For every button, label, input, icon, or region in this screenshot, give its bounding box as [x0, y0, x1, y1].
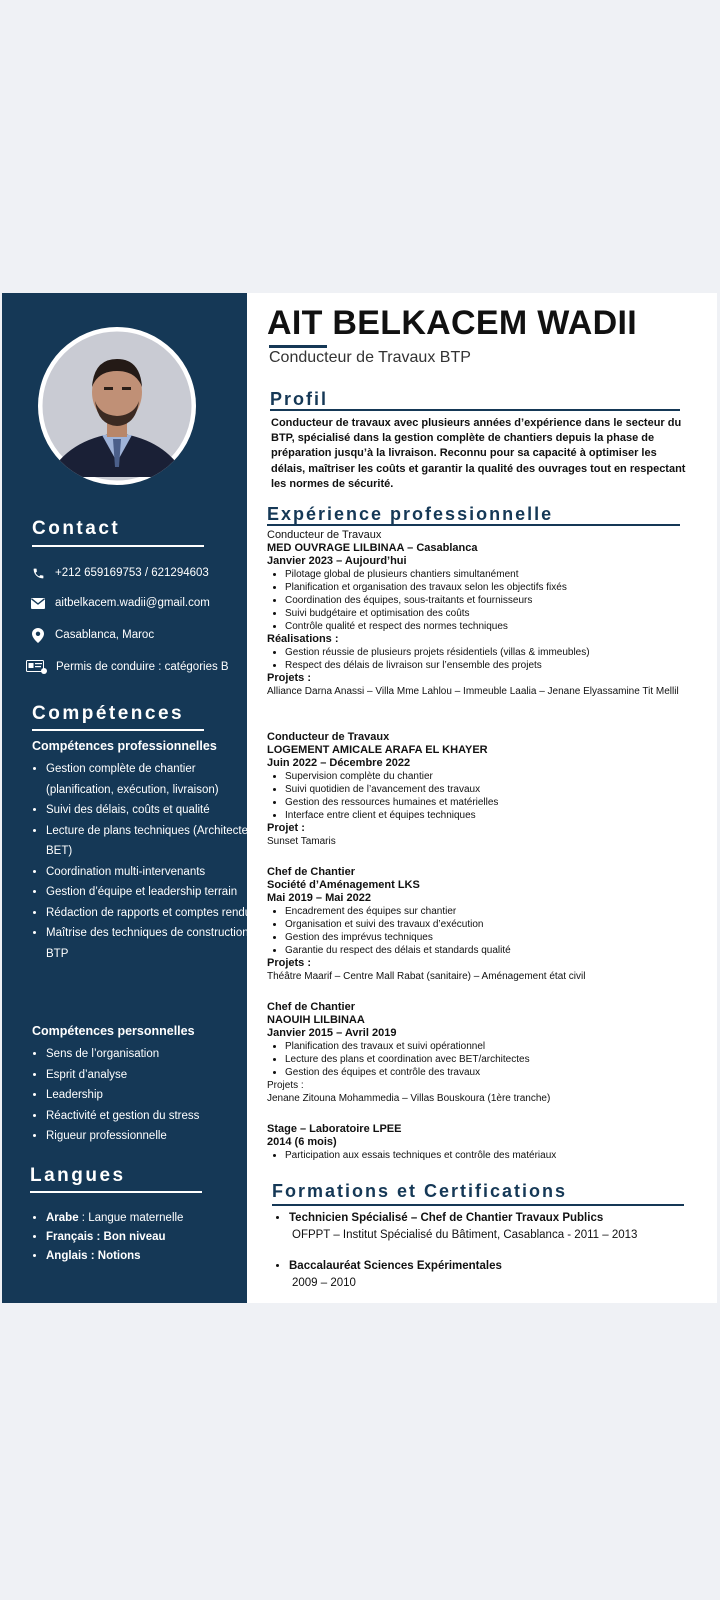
job-entry	[267, 731, 707, 848]
job-company: MED OUVRAGE LILBINAA – Casablanca	[267, 542, 478, 554]
profile-title: Profil	[270, 389, 329, 409]
skills-title: Compétences	[32, 703, 185, 724]
education-degree: • Technicien Spécialisé – Chef de Chantier Travaux Publics	[289, 1210, 695, 1227]
job-achievements	[267, 646, 707, 672]
job-tasks	[267, 905, 707, 957]
task-item: • Planification des travaux et suivi opérationnel	[285, 1040, 707, 1053]
projects-text: Sunset Tamaris	[267, 836, 336, 847]
skills-divider	[32, 729, 204, 731]
envelope-icon	[30, 596, 46, 610]
task-item: • Suivi quotidien de l’avancement des travaux	[285, 783, 707, 796]
pro-skills-list	[32, 759, 260, 964]
contact-email	[30, 594, 210, 612]
skill-item: • Esprit d’analyse	[46, 1065, 260, 1086]
job-role: Chef de Chantier	[267, 1001, 356, 1013]
profile-divider	[270, 409, 680, 411]
job-role: Conducteur de Travaux	[267, 731, 390, 743]
candidate-name: AIT BELKACEM WADII	[267, 304, 637, 342]
phone-icon	[30, 566, 46, 580]
task-item: • Supervision complète du chantier	[285, 770, 707, 783]
contact-phone	[30, 564, 209, 582]
language-name: Français	[46, 1231, 94, 1243]
projects-title: Projets :	[267, 1080, 304, 1091]
job-company: LOGEMENT AMICALE ARAFA EL KHAYER	[267, 744, 488, 756]
projects-text: Jenane Zitouna Mohammedia – Villas Bouskoura (1ère tranche)	[267, 1093, 551, 1104]
contact-divider	[32, 545, 204, 547]
job-period: Janvier 2023 – Aujourd’hui	[267, 555, 407, 567]
map-pin-icon	[30, 628, 46, 642]
education-item	[275, 1210, 695, 1244]
languages-title: Langues	[30, 1165, 126, 1186]
job-tasks	[267, 568, 707, 633]
skill-item: • Gestion d’équipe et leadership terrain	[46, 882, 260, 903]
languages-divider	[30, 1191, 202, 1193]
job-company: Société d’Aménagement LKS	[267, 879, 420, 891]
skill-item: • Lecture de plans techniques (Architecte & BET)	[46, 821, 260, 862]
name-underline	[269, 345, 327, 348]
skill-item: • Leadership	[46, 1085, 260, 1106]
task-item: • Garantie du respect des délais et standards qualité	[285, 944, 707, 957]
task-item: • Suivi budgétaire et optimisation des coûts	[285, 607, 707, 620]
education-detail: 2009 – 2010	[292, 1277, 356, 1289]
skill-item: • Suivi des délais, coûts et qualité	[46, 800, 260, 821]
profile-photo	[38, 327, 196, 485]
job-period: Mai 2019 – Mai 2022	[267, 892, 371, 904]
language-name: Anglais	[46, 1250, 88, 1262]
main-content	[247, 293, 717, 1303]
projects-text: Alliance Darna Anassi – Villa Mme Lahlou – Immeuble Laalia – Jenane Elyassamine Tit Mellil	[267, 686, 679, 697]
personal-skills-list	[32, 1044, 260, 1147]
skill-item: • Rigueur professionnelle	[46, 1126, 260, 1147]
task-item: • Pilotage global de plusieurs chantiers simultanément	[285, 568, 707, 581]
experience-divider	[267, 524, 680, 526]
job-entry	[267, 529, 707, 698]
profile-text: Conducteur de travaux avec plusieurs années d’expérience dans le secteur du BTP, spécialisé dans la gestion complète de chantiers depuis la phase de préparation jusqu’à la livraison. Reconnu pour sa capacité à optimiser les délais, maîtriser les coûts et garantir la qualité des ouvrages tout en respectant les normes de sécurité.	[271, 417, 686, 490]
task-item: • Gestion des imprévus techniques	[285, 931, 707, 944]
education-detail: OFPPT – Institut Spécialisé du Bâtiment, Casablanca - 2011 – 2013	[292, 1229, 638, 1241]
task-item: • Contrôle qualité et respect des normes techniques	[285, 620, 707, 633]
contact-license	[26, 658, 229, 676]
contact-title: Contact	[32, 518, 121, 539]
email-text: aitbelkacem.wadii@gmail.com	[55, 597, 210, 609]
job-entry	[267, 866, 707, 983]
job-entry	[267, 1123, 707, 1162]
job-role: Stage – Laboratoire LPEE	[267, 1123, 402, 1135]
pro-skills-title: Compétences professionnelles	[32, 739, 217, 753]
personal-skills-title: Compétences personnelles	[32, 1024, 195, 1038]
skill-item: • Maîtrise des techniques de construction BTP	[46, 923, 260, 964]
skill-item: • Sens de l’organisation	[46, 1044, 260, 1065]
sidebar	[2, 293, 259, 1303]
projects-title: Projets :	[267, 957, 312, 969]
task-item: • Interface entre client et équipes techniques	[285, 809, 707, 822]
skill-item: • Rédaction de rapports et comptes rendus	[46, 903, 260, 924]
job-tasks	[267, 1149, 707, 1162]
job-period: Janvier 2015 – Avril 2019	[267, 1027, 397, 1039]
job-role: Conducteur de Travaux	[267, 529, 382, 541]
task-item: • Planification et organisation des travaux selon les objectifs fixés	[285, 581, 707, 594]
job-tasks	[267, 1040, 707, 1079]
language-item	[46, 1247, 260, 1266]
license-text: Permis de conduire : catégories B	[56, 661, 229, 673]
job-period: 2014 (6 mois)	[267, 1136, 337, 1148]
contact-location	[30, 626, 154, 644]
task-item: • Lecture des plans et coordination avec BET/architectes	[285, 1053, 707, 1066]
skill-item: • Réactivité et gestion du stress	[46, 1106, 260, 1127]
experience-title: Expérience professionnelle	[267, 504, 554, 524]
task-item: • Encadrement des équipes sur chantier	[285, 905, 707, 918]
skill-item: • Coordination multi-intervenants	[46, 862, 260, 883]
projects-title: Projet :	[267, 822, 305, 834]
language-item	[46, 1209, 260, 1228]
skill-item: • Gestion complète de chantier (planification, exécution, livraison)	[46, 759, 260, 800]
resume-page	[2, 293, 717, 1303]
task-item: • Gestion des ressources humaines et matérielles	[285, 796, 707, 809]
education-item	[275, 1258, 695, 1292]
achievements-title: Réalisations :	[267, 633, 339, 645]
projects-text: Théâtre Maarif – Centre Mall Rabat (sanitaire) – Aménagement état civil	[267, 971, 586, 982]
education-title: Formations et Certifications	[272, 1181, 568, 1201]
job-company: NAOUIH LILBINAA	[267, 1014, 365, 1026]
education-degree: • Baccalauréat Sciences Expérimentales	[289, 1258, 695, 1275]
job-title: Conducteur de Travaux BTP	[269, 349, 471, 366]
achievement-item: • Gestion réussie de plusieurs projets résidentiels (villas & immeubles)	[285, 646, 707, 659]
achievement-item: • Respect des délais de livraison sur l’ensemble des projets	[285, 659, 707, 672]
language-name: Arabe	[46, 1212, 79, 1224]
job-tasks	[267, 770, 707, 822]
location-text: Casablanca, Maroc	[55, 629, 155, 641]
language-level: : Bon niveau	[93, 1231, 166, 1243]
id-card-icon	[26, 660, 48, 674]
language-level: : Langue maternelle	[78, 1212, 184, 1224]
task-item: • Participation aux essais techniques et contrôle des matériaux	[285, 1149, 707, 1162]
language-level: : Notions	[87, 1250, 141, 1262]
job-entry	[267, 1001, 707, 1105]
language-item	[46, 1228, 260, 1247]
languages-list	[32, 1209, 260, 1266]
phone-text: +212 659169753 / 621294603	[55, 567, 209, 579]
education-divider	[272, 1204, 684, 1206]
task-item: • Gestion des équipes et contrôle des travaux	[285, 1066, 707, 1079]
job-role: Chef de Chantier	[267, 866, 356, 878]
task-item: • Organisation et suivi des travaux d’exécution	[285, 918, 707, 931]
projects-title: Projets :	[267, 672, 312, 684]
job-period: Juin 2022 – Décembre 2022	[267, 757, 411, 769]
task-item: • Coordination des équipes, sous-traitants et fournisseurs	[285, 594, 707, 607]
